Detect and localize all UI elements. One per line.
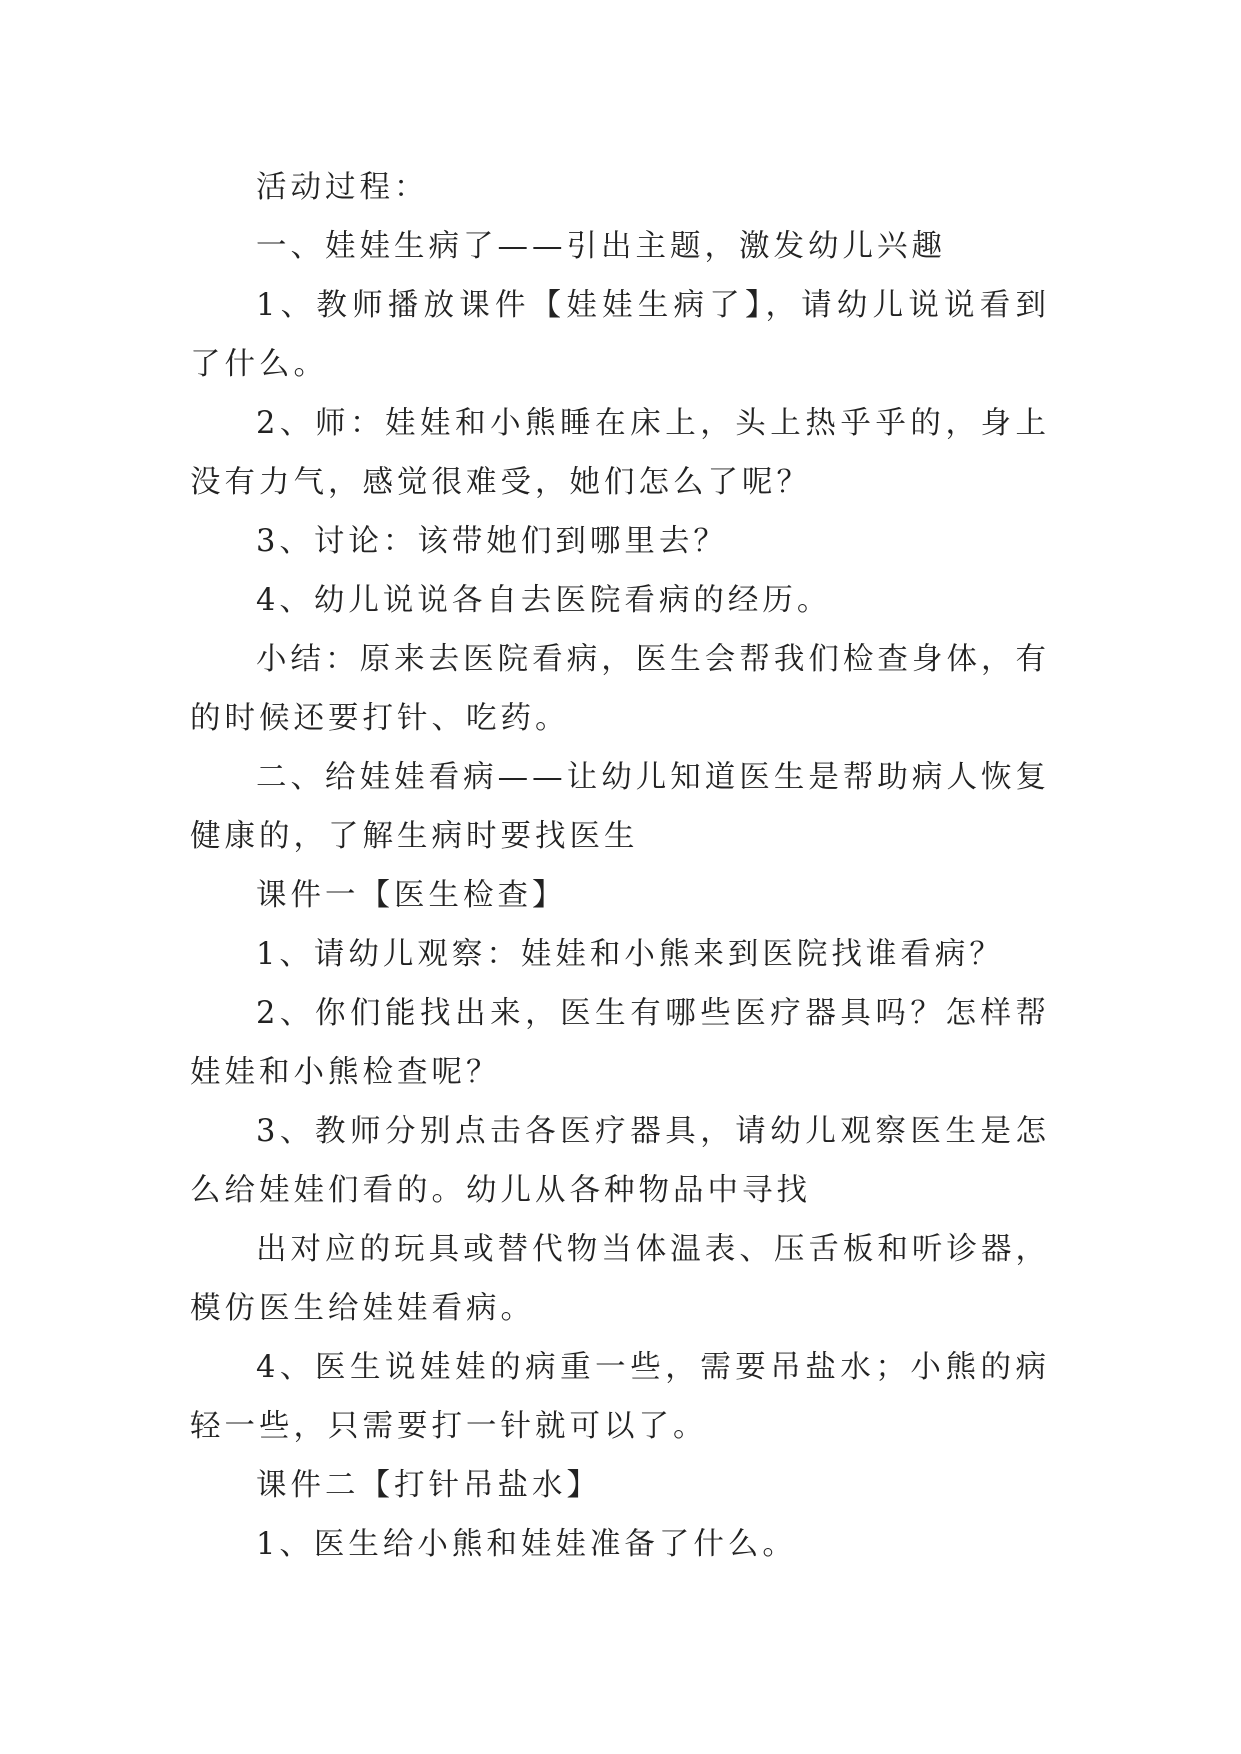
activity-process-heading: 活动过程： (256, 170, 429, 205)
paragraph: 1、医生给小熊和娃娃准备了什么。 (256, 1527, 797, 1562)
paragraph: 4、医生说娃娃的病重一些，需要吊盐水；小熊的病轻一些，只需要打一针就可以了。 (190, 1350, 1050, 1444)
paragraph: 4、幼儿说说各自去医院看病的经历。 (256, 583, 832, 618)
paragraph: 1、请幼儿观察：娃娃和小熊来到医院找谁看病？ (256, 937, 1004, 972)
summary-paragraph: 小结：原来去医院看病，医生会帮我们检查身体，有的时候还要打针、吃药。 (190, 642, 1050, 736)
paragraph: 2、师：娃娃和小熊睡在床上，头上热乎乎的，身上没有力气，感觉很难受，她们怎么了呢？ (190, 406, 1050, 500)
paragraph: 1、教师播放课件【娃娃生病了】，请幼儿说说看到了什么。 (190, 288, 1050, 382)
paragraph: 3、讨论：该带她们到哪里去？ (256, 524, 728, 559)
paragraph: 2、你们能找出来，医生有哪些医疗器具吗？怎样帮娃娃和小熊检查呢？ (190, 996, 1050, 1090)
paragraph: 3、教师分别点击各医疗器具，请幼儿观察医生是怎么给娃娃们看的。幼儿从各种物品中寻找 (190, 1114, 1050, 1208)
paragraph: 出对应的玩具或替代物当体温表、压舌板和听诊器，模仿医生给娃娃看病。 (190, 1232, 1050, 1326)
section-one-heading: 一、娃娃生病了——引出主题，激发幼儿兴趣 (256, 229, 946, 264)
courseware-two-heading: 课件二【打针吊盐水】 (256, 1468, 601, 1503)
document-body (190, 158, 1050, 1574)
courseware-one-heading: 课件一【医生检查】 (256, 878, 567, 913)
section-two-heading: 二、给娃娃看病——让幼儿知道医生是帮助病人恢复健康的，了解生病时要找医生 (190, 760, 1050, 854)
